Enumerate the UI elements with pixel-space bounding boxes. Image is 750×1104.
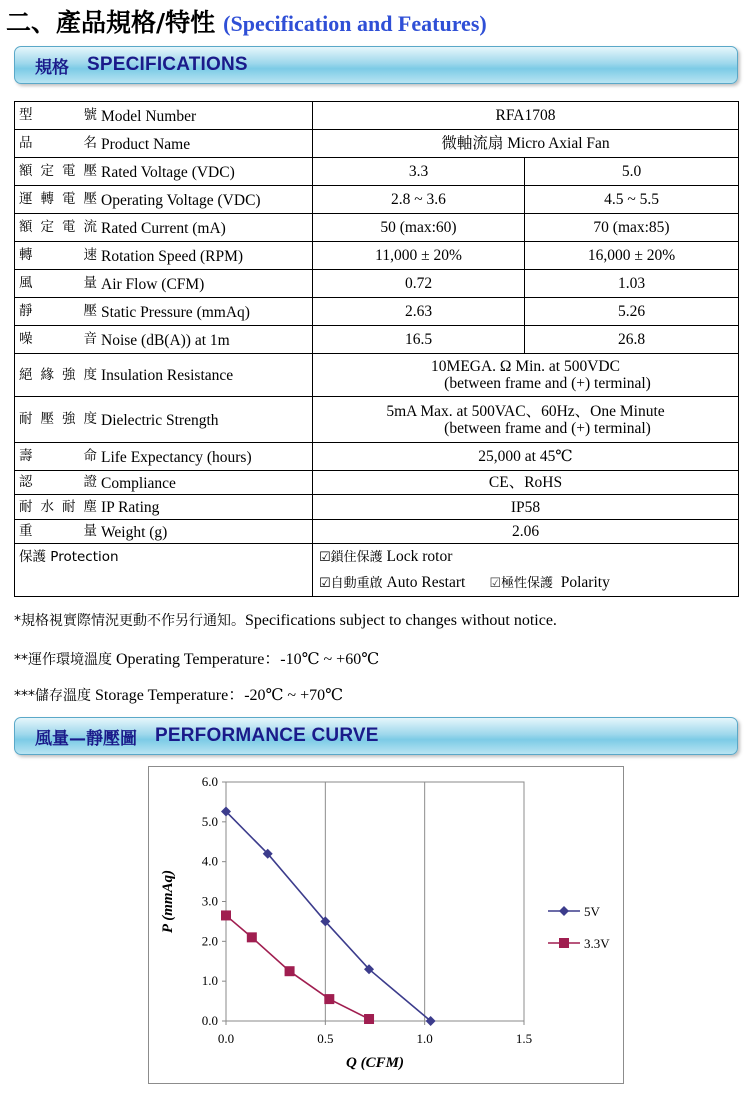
insulation-value: 10MEGA. Ω Min. at 500VDC (between frame and (+) terminal) — [313, 354, 739, 397]
legend-entry: 3.3V — [584, 936, 610, 951]
table-row-weight: 重量 Weight (g) 2.06 — [15, 520, 739, 544]
data-point — [324, 994, 334, 1004]
value-5v: 4.5 ~ 5.5 — [525, 186, 739, 214]
table-row-compliance: 認證 Compliance CE、RoHS — [15, 471, 739, 495]
performance-banner-en: PERFORMANCE CURVE — [155, 725, 379, 746]
x-axis-label: Q (CFM) — [346, 1055, 404, 1071]
value-3v3: 2.63 — [313, 298, 525, 326]
model-number-value: RFA1708 — [313, 102, 739, 130]
table-row-air-flow: 風量 Air Flow (CFM) 0.72 1.03 — [15, 270, 739, 298]
value-3v3: 0.72 — [313, 270, 525, 298]
table-row-life: 壽命 Life Expectancy (hours) 25,000 at 45℃ — [15, 443, 739, 471]
dielectric-value: 5mA Max. at 500VAC、60Hz、One Minute (between frame and (+) terminal) — [313, 397, 739, 443]
weight-value: 2.06 — [313, 520, 739, 544]
protection-line-lock: ☑鎖住保護 Lock rotor — [319, 548, 453, 565]
value-5v: 1.03 — [525, 270, 739, 298]
x-tick-label: 0.5 — [317, 1031, 334, 1046]
performance-curve-banner — [14, 717, 738, 755]
y-tick-label: 5.0 — [201, 813, 218, 829]
performance-curve-chart — [148, 766, 624, 1084]
y-tick-label: 4.0 — [201, 853, 218, 869]
checkbox-checked-icon: ☑ — [319, 550, 331, 565]
note-operating-temperature: **運作環境溫度 Operating Temperature：-10℃ ~ +60℃ — [14, 651, 380, 668]
title-chinese: 二、產品規格/特性 — [6, 8, 216, 37]
compliance-value: CE、RoHS — [313, 471, 739, 495]
y-tick-label: 6.0 — [201, 774, 218, 789]
checkbox-checked-icon: ☑ — [319, 576, 331, 591]
table-row-insulation: 絕緣強度 Insulation Resistance 10MEGA. Ω Min. at 500VDC (between frame and (+) terminal) — [15, 354, 739, 397]
data-point — [221, 910, 231, 920]
value-3v3: 16.5 — [313, 326, 525, 354]
specifications-banner-en: SPECIFICATIONS — [87, 54, 248, 75]
table-row-model — [15, 102, 739, 130]
table-row-rotation-speed: 轉速 Rotation Speed (RPM) 11,000 ± 20% 16,000 ± 20% — [15, 242, 739, 270]
specifications-table — [14, 101, 739, 597]
page-title — [6, 3, 487, 39]
table-row-operating-voltage: 運轉電壓 Operating Voltage (VDC) 2.8 ~ 3.6 4.5 ~ 5.5 — [15, 186, 739, 214]
row-label: 品名 Product Name — [15, 130, 313, 158]
protection-label: 保護 Protection — [19, 549, 119, 565]
data-point — [364, 1014, 374, 1024]
value-3v3: 11,000 ± 20% — [313, 242, 525, 270]
value-5v: 70 (max:85) — [525, 214, 739, 242]
note-storage-temperature: ***儲存溫度 Storage Temperature：-20℃ ~ +70℃ — [14, 687, 344, 704]
y-axis-label: P (mmAq) — [160, 869, 176, 934]
plot-area — [226, 782, 524, 1021]
note-specifications-change: *規格視實際情況更動不作另行通知。Specifications subject to changes without notice. — [14, 612, 557, 629]
value-3v3: 3.3 — [313, 158, 525, 186]
series-line-3.3V — [226, 915, 369, 1019]
table-row-noise: 噪音 Noise (dB(A)) at 1m 16.5 26.8 — [15, 326, 739, 354]
specifications-banner — [14, 46, 738, 84]
x-tick-label: 0.0 — [217, 1031, 235, 1046]
table-row-static-pressure: 靜壓 Static Pressure (mmAq) 2.63 5.26 — [15, 298, 739, 326]
table-row-product — [15, 130, 739, 158]
ip-rating-value: IP58 — [313, 495, 739, 520]
value-3v3: 50 (max:60) — [313, 214, 525, 242]
protection-line-restart: ☑自動重啟 Auto Restart ☑極性保護 Polarity — [319, 574, 610, 591]
table-row-dielectric: 耐壓強度 Dielectric Strength 5mA Max. at 500VAC、60Hz、One Minute (between frame and (+) terminal) — [15, 397, 739, 443]
data-point — [247, 932, 257, 942]
table-row-ip-rating: 耐水耐塵 IP Rating IP58 — [15, 495, 739, 520]
table-row-rated-voltage: 額定電壓 Rated Voltage (VDC) 3.3 5.0 — [15, 158, 739, 186]
y-tick-label: 3.0 — [201, 893, 218, 909]
table-row-rated-current: 額定電流 Rated Current (mA) 50 (max:60) 70 (max:85) — [15, 214, 739, 242]
legend-marker — [559, 906, 569, 916]
table-row-protection — [15, 544, 739, 597]
legend-marker — [559, 938, 569, 948]
checkbox-checked-icon: ☑ — [489, 576, 501, 591]
data-point — [285, 966, 295, 976]
value-5v: 5.26 — [525, 298, 739, 326]
performance-banner-zh: 風量—靜壓圖 — [35, 728, 137, 749]
x-tick-label: 1.0 — [416, 1031, 433, 1046]
protection-value — [313, 544, 739, 597]
x-tick-label: 1.5 — [515, 1031, 533, 1046]
value-3v3: 2.8 ~ 3.6 — [313, 186, 525, 214]
product-name-value: 微軸流扇 Micro Axial Fan — [313, 130, 739, 158]
row-label: 型號 Model Number — [15, 102, 313, 130]
value-5v: 26.8 — [525, 326, 739, 354]
life-value: 25,000 at 45℃ — [313, 443, 739, 471]
specifications-banner-zh: 規格 — [35, 57, 69, 78]
series-line-5V — [226, 811, 431, 1021]
legend-entry: 5V — [584, 904, 600, 919]
y-tick-label: 2.0 — [201, 933, 218, 949]
title-english: (Specification and Features) — [223, 11, 487, 36]
y-tick-label: 0.0 — [201, 1013, 218, 1028]
value-5v: 5.0 — [525, 158, 739, 186]
y-tick-label: 1.0 — [201, 973, 218, 989]
value-5v: 16,000 ± 20% — [525, 242, 739, 270]
